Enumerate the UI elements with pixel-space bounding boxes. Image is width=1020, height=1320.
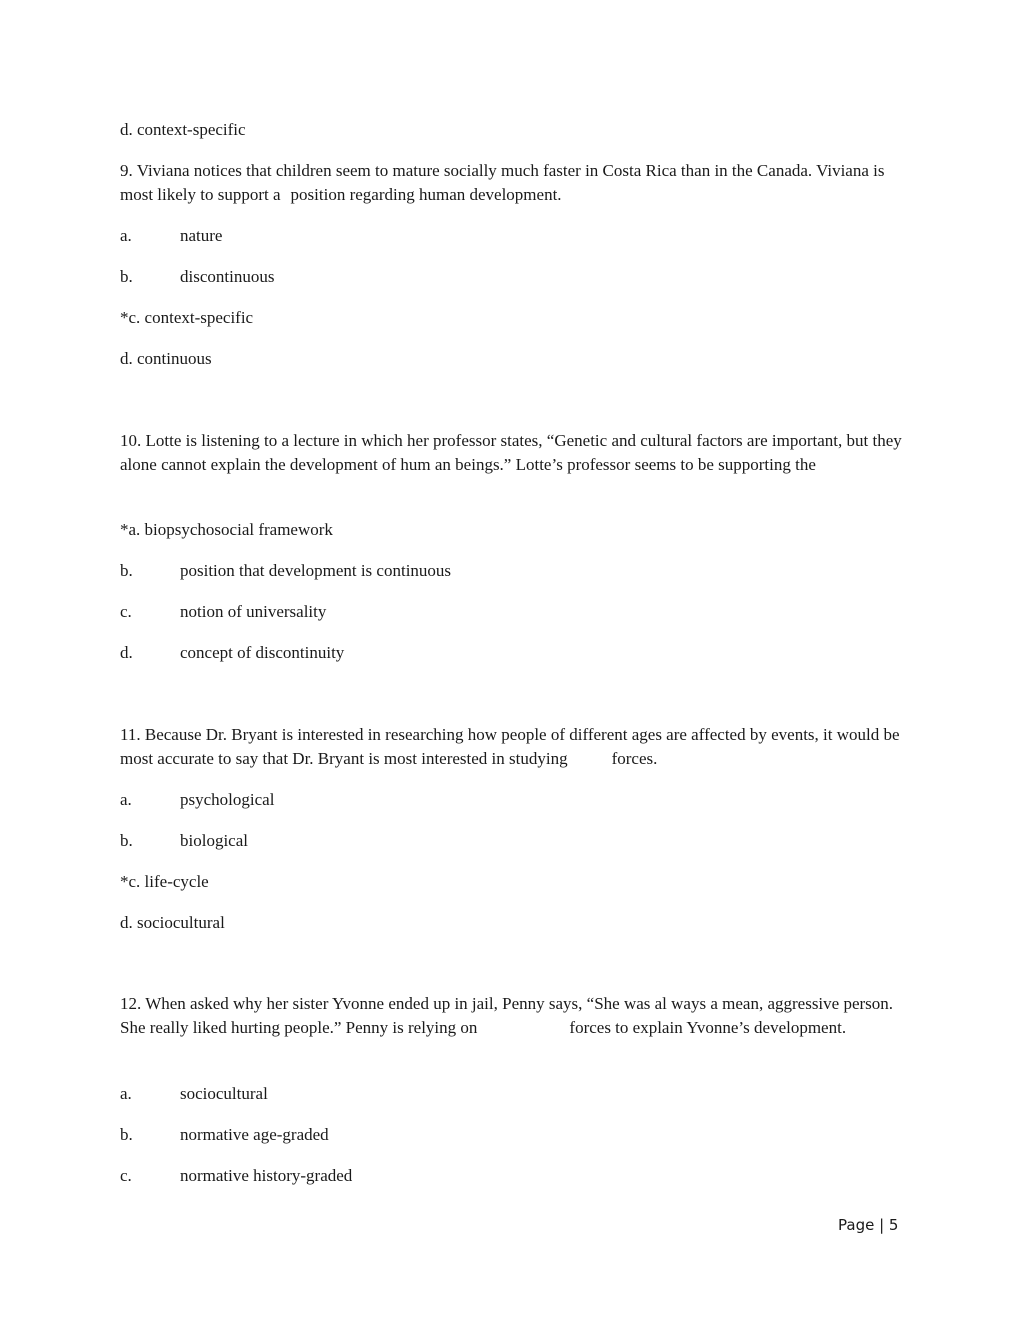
option-text: normative history-graded	[180, 1166, 353, 1185]
question-10-text: 10. Lotte is listening to a lecture in which her professor states, “Genetic and cultural factors are important, but they alone cannot explain the development of hum an beings.” Lotte’s professor seems to be supporting the	[120, 431, 902, 474]
option-letter: c.	[120, 602, 132, 621]
question-11-text	[120, 723, 910, 771]
option-text: psychological	[180, 790, 275, 809]
question-9-option-a	[120, 224, 222, 248]
question-12-stem: 12. When asked why her sister Yvonne ended up in jail, Penny says, “She was al ways a mean, aggressive person. She really liked hurting people.” Penny is relying on	[120, 994, 894, 1037]
question-12-text	[120, 992, 910, 1040]
option-text: nature	[180, 226, 223, 245]
question-12-stem-end: forces to explain Yvonne’s development.	[569, 1018, 847, 1037]
option-letter: b.	[120, 831, 133, 850]
question-11-stem-end: forces.	[611, 749, 658, 768]
option-letter: a.	[120, 226, 132, 245]
option-text: position that development is continuous	[180, 561, 452, 580]
option-letter: d.	[120, 643, 133, 662]
page-number: Page | 5	[838, 1216, 899, 1234]
question-9-text	[120, 159, 910, 207]
question-10-option-b	[120, 559, 451, 583]
question-12-option-a	[120, 1082, 268, 1106]
option-text: sociocultural	[180, 1084, 268, 1103]
question-9-option-b	[120, 265, 274, 289]
option-text: biological	[180, 831, 248, 850]
option-text: discontinuous	[180, 267, 275, 286]
question-9-option-d: d. continuous	[120, 349, 212, 368]
option-letter: b.	[120, 561, 133, 580]
question-10-option-c	[120, 600, 326, 624]
option-text: notion of universality	[180, 602, 327, 621]
question-11-option-c-correct: *c. life-cycle	[120, 872, 209, 891]
option-letter: b.	[120, 267, 133, 286]
option-letter: a.	[120, 1084, 132, 1103]
option-letter: a.	[120, 790, 132, 809]
option-letter: b.	[120, 1125, 133, 1144]
option-text: concept of discontinuity	[180, 643, 345, 662]
previous-answer-d: d. context-specific	[120, 120, 246, 139]
question-10-option-a-correct: *a. biopsychosocial framework	[120, 520, 333, 539]
question-9-option-c-correct: *c. context-specific	[120, 308, 254, 327]
option-text: normative age-graded	[180, 1125, 329, 1144]
option-letter: c.	[120, 1166, 132, 1185]
question-11-option-b	[120, 829, 248, 853]
question-11-option-a	[120, 788, 274, 812]
question-10-option-d	[120, 641, 344, 665]
question-9-stem-end: position regarding human development.	[290, 185, 562, 204]
question-12-option-c	[120, 1164, 352, 1188]
question-9-stem: 9. Viviana notices that children seem to mature socially much faster in Costa Rica than in the Canada. Viviana is most likely to support a	[120, 161, 885, 204]
question-11-stem: 11. Because Dr. Bryant is interested in researching how people of different ages are affected by events, it would be most accurate to say that Dr. Bryant is most interested in studying	[120, 725, 900, 768]
question-11-option-d: d. sociocultural	[120, 913, 225, 932]
question-12-option-b	[120, 1123, 329, 1147]
